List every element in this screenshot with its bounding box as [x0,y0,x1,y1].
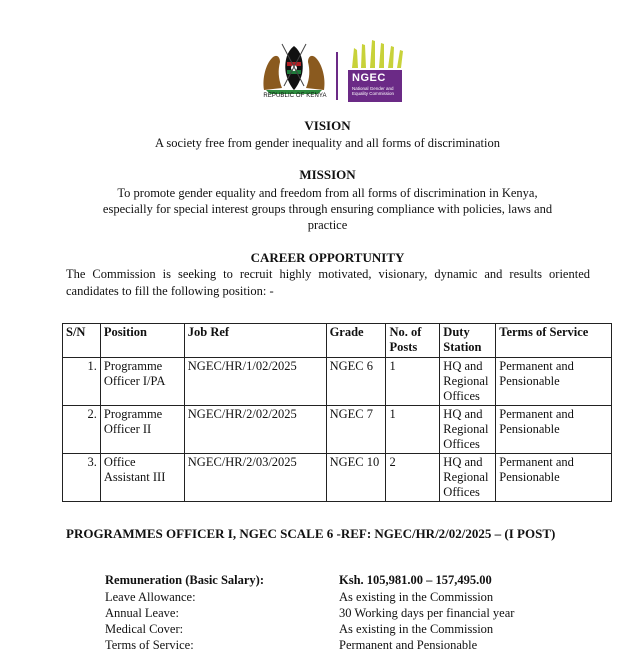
vision-heading: VISION [304,118,351,133]
cell-sn: 1. [63,358,101,406]
coat-caption: REPUBLIC OF KENYA [263,93,327,99]
cell-sn: 2. [63,406,101,454]
terms-of-service-label: Terms of Service: [105,638,194,652]
table-row [63,358,612,406]
col-header-station: Duty Station [440,324,496,358]
table-row [63,406,612,454]
leave-allowance-value: As existing in the Commission [339,590,494,604]
ngec-abbr: NGEC [352,72,386,84]
cell-grade: NGEC 10 [326,454,386,502]
cell-position: Programme Officer II [100,406,184,454]
mission-heading: MISSION [299,167,356,182]
col-header-position: Position [100,324,184,358]
table-row [63,454,612,502]
leave-allowance-row [105,590,585,606]
col-header-posts: No. of Posts [386,324,440,358]
terms-of-service-row [105,638,585,654]
col-header-sn: S/N [63,324,101,358]
annual-leave-label: Annual Leave: [105,606,179,620]
cell-sn: 3. [63,454,101,502]
remuneration-value: Ksh. 105,981.00 – 157,495.00 [339,573,492,587]
career-intro: The Commission is seeking to recruit highly motivated, visionary, dynamic and results oriented candidates to fill the following position: - [66,267,590,298]
remuneration-label: Remuneration (Basic Salary): [105,573,265,587]
medical-cover-row [105,622,585,638]
cell-station: HQ and Regional Offices [440,358,496,406]
cell-grade: NGEC 6 [326,358,386,406]
cell-job-ref: NGEC/HR/1/02/2025 [184,358,326,406]
cell-position: Office Assistant III [100,454,184,502]
position-section-title: PROGRAMMES OFFICER I, NGEC SCALE 6 -REF: NGEC/HR/2/02/2025 – (I POST) [66,526,556,541]
annual-leave-value: 30 Working days per financial year [339,606,515,620]
cell-station: HQ and Regional Offices [440,406,496,454]
medical-cover-label: Medical Cover: [105,622,184,636]
cell-posts: 1 [386,406,440,454]
medical-cover-value: As existing in the Commission [339,622,494,636]
cell-position: Programme Officer I/PA [100,358,184,406]
vision-text: A society free from gender inequality and all forms of discrimination [154,136,501,150]
remuneration-row [105,573,585,589]
career-heading: CAREER OPPORTUNITY [250,250,405,265]
raised-hands-icon [348,38,408,68]
mission-line-2: especially for special interest groups through ensuring compliance with policies, laws and [102,202,553,216]
leave-allowance-label: Leave Allowance: [105,590,196,604]
kenya-coat-of-arms-icon [258,42,330,94]
terms-of-service-value: Permanent and Pensionable [339,638,478,652]
table-header-row [63,324,612,358]
logo-divider [336,52,338,100]
cell-job-ref: NGEC/HR/2/03/2025 [184,454,326,502]
cell-terms: Permanent and Pensionable [496,358,612,406]
cell-job-ref: NGEC/HR/2/02/2025 [184,406,326,454]
ngec-full-name: National Gender and Equality Commission [352,86,395,96]
cell-posts: 2 [386,454,440,502]
header-logos [0,38,641,104]
col-header-grade: Grade [326,324,386,358]
positions-table [62,323,612,502]
ngec-logo [348,70,402,102]
col-header-terms: Terms of Service [496,324,612,358]
mission-line-1: To promote gender equality and freedom from all forms of discrimination in Kenya, [117,186,538,200]
annual-leave-row [105,606,585,622]
cell-terms: Permanent and Pensionable [496,454,612,502]
mission-line-3: practice [307,218,348,232]
cell-grade: NGEC 7 [326,406,386,454]
cell-station: HQ and Regional Offices [440,454,496,502]
col-header-job-ref: Job Ref [184,324,326,358]
cell-posts: 1 [386,358,440,406]
cell-terms: Permanent and Pensionable [496,406,612,454]
